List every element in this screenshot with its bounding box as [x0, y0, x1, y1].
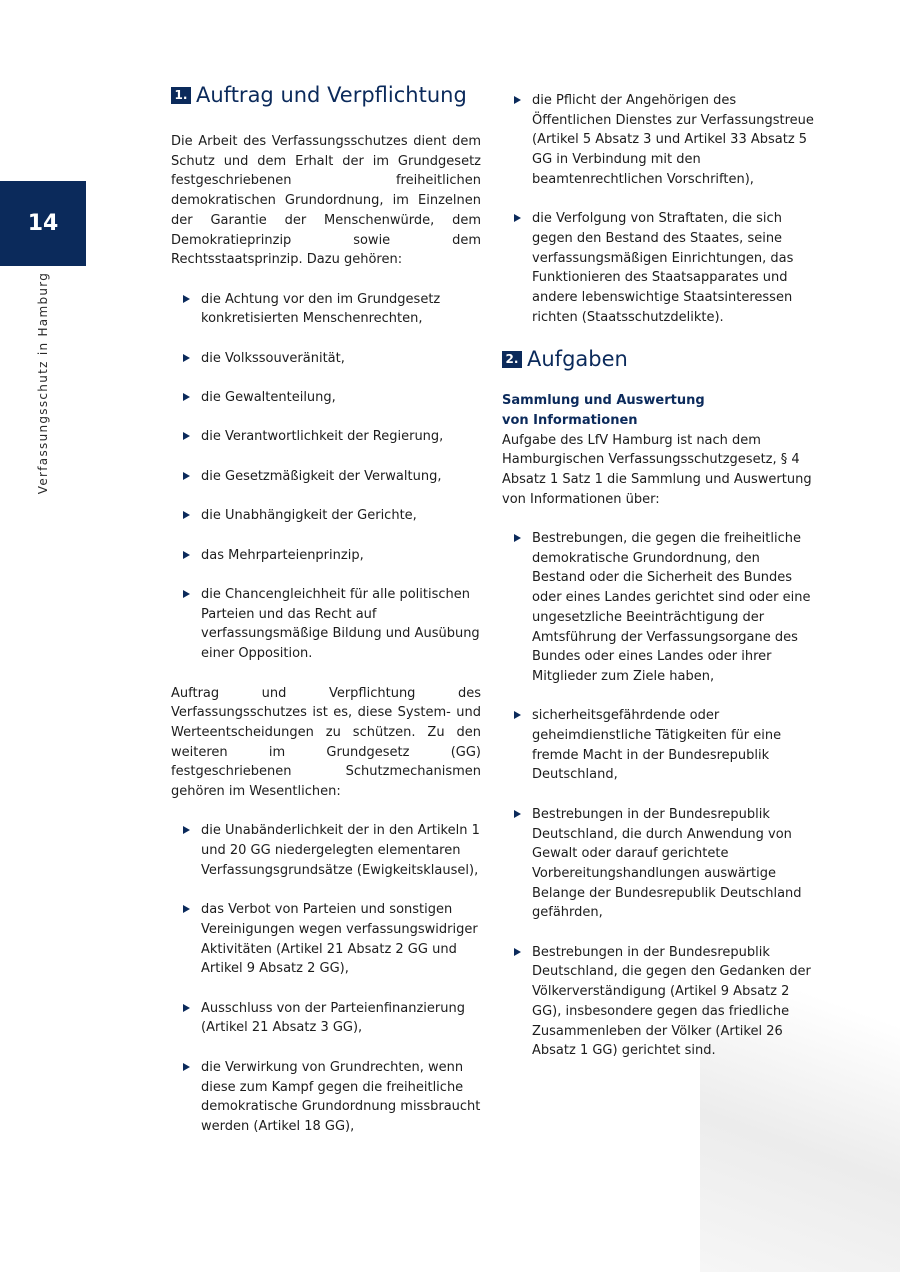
section-2-intro: Aufgabe des LfV Hamburg ist nach dem Hamburgischen Verfassungsschutzgesetz, § 4 Absatz 1 Satz 1 die Sammlung und Auswertung von Informationen über:: [502, 432, 812, 507]
list-item: Ausschluss von der Parteienfinanzierung (Artikel 21 Absatz 3 GG),: [171, 999, 481, 1038]
list-item: die Gesetzmäßigkeit der Verwaltung,: [171, 467, 481, 487]
list-item: Bestrebungen in der Bundesrepublik Deutschland, die durch Anwendung von Gewalt oder darauf gerichtete Vorbereitungshandlungen auswärtige Belange der Bundesrepublik Deutschland gefährden,: [502, 805, 814, 923]
section-1-middle-paragraph: Auftrag und Verpflichtung des Verfassungsschutzes ist es, diese System- und Werteentscheidungen zu schützen. Zu den weiteren im Grundgesetz (GG) festgeschriebenen Schutzmechanismen gehören im Wesentlichen:: [171, 685, 481, 800]
section-1-number: 1.: [171, 87, 191, 104]
tasks-list: [502, 529, 814, 1061]
subheading-line-1: Sammlung und Auswertung: [502, 393, 705, 409]
section-1-heading: [171, 83, 481, 107]
section-1-title: Auftrag und Verpflichtung: [196, 83, 467, 107]
list-item: die Gewaltenteilung,: [171, 388, 481, 408]
list-item: die Unabänderlichkeit der in den Artikeln 1 und 20 GG niedergelegten elementaren Verfassungsgrundsätze (Ewigkeitsklausel),: [171, 821, 481, 880]
list-item: die Verantwortlichkeit der Regierung,: [171, 427, 481, 447]
list-item: die Verfolgung von Straftaten, die sich gegen den Bestand des Staates, seine verfassungsmäßigen Einrichtungen, das Funktionieren des Staatsapparates und andere lebenswichtige Staatsinteressen richten (Staatsschutzdelikte).: [502, 209, 814, 327]
list-item: die Unabhängigkeit der Gerichte,: [171, 506, 481, 526]
mechanisms-list-left: [171, 821, 481, 1136]
left-column: [171, 83, 481, 1156]
list-item: Bestrebungen, die gegen die freiheitliche demokratische Grundordnung, den Bestand oder die Sicherheit des Bundes oder eines Landes gerichtet sind oder eine ungesetzliche Beeinträchtigung der Amtsführung der Verfassungsorgane des Bundes oder eines Landes oder ihrer Mitglieder zum Ziele haben,: [502, 529, 814, 687]
section-1-intro: Die Arbeit des Verfassungsschutzes dient dem Schutz und dem Erhalt der im Grundgesetz festgeschriebenen freiheitlichen demokratischen Grundordnung, im Einzelnen der Garantie der Menschenwürde, dem Demokratieprinzip sowie dem Rechtsstaatsprinzip. Dazu gehören:: [171, 134, 481, 268]
list-item: Bestrebungen in der Bundesrepublik Deutschland, die gegen den Gedanken der Völkerverständigung (Artikel 9 Absatz 2 GG), insbesondere gegen das friedliche Zusammenleben der Völker (Artikel 26 Absatz 1 GG) gerichtet sind.: [502, 943, 814, 1061]
list-item: die Chancengleichheit für alle politischen Parteien und das Recht auf verfassungsmäßige Bildung und Ausübung einer Opposition.: [171, 585, 481, 664]
list-item: das Mehrparteienprinzip,: [171, 546, 481, 566]
section-2-title: Aufgaben: [527, 347, 628, 372]
section-2-heading: [502, 347, 814, 371]
principles-list: [171, 290, 481, 664]
list-item: die Volkssouveränität,: [171, 349, 481, 369]
list-item: die Verwirkung von Grundrechten, wenn diese zum Kampf gegen die freiheitliche demokratische Grundordnung missbraucht werden (Artikel 18 GG),: [171, 1058, 481, 1137]
list-item: sicherheitsgefährdende oder geheimdienstliche Tätigkeiten für eine fremde Macht in der Bundesrepublik Deutschland,: [502, 706, 814, 785]
mechanisms-list-right: [502, 91, 814, 327]
list-item: das Verbot von Parteien und sonstigen Vereinigungen wegen verfassungswidriger Aktivitäten (Artikel 21 Absatz 2 GG und Artikel 9 Absatz 2 GG),: [171, 900, 481, 979]
right-column: [502, 91, 814, 1081]
page-number: 14: [27, 211, 59, 236]
page-number-tab: [0, 181, 86, 266]
subheading: [502, 391, 814, 430]
list-item: die Pflicht der Angehörigen des Öffentlichen Dienstes zur Verfassungstreue (Artikel 5 Absatz 3 und Artikel 33 Absatz 5 GG in Verbindung mit den beamtenrechtlichen Vorschriften),: [502, 91, 814, 190]
list-item: die Achtung vor den im Grundgesetz konkretisierten Menschenrechten,: [171, 290, 481, 329]
section-2-number: 2.: [502, 351, 522, 368]
subheading-line-2: von Informationen: [502, 412, 638, 428]
side-running-title: Verfassungsschutz in Hamburg: [36, 271, 50, 495]
